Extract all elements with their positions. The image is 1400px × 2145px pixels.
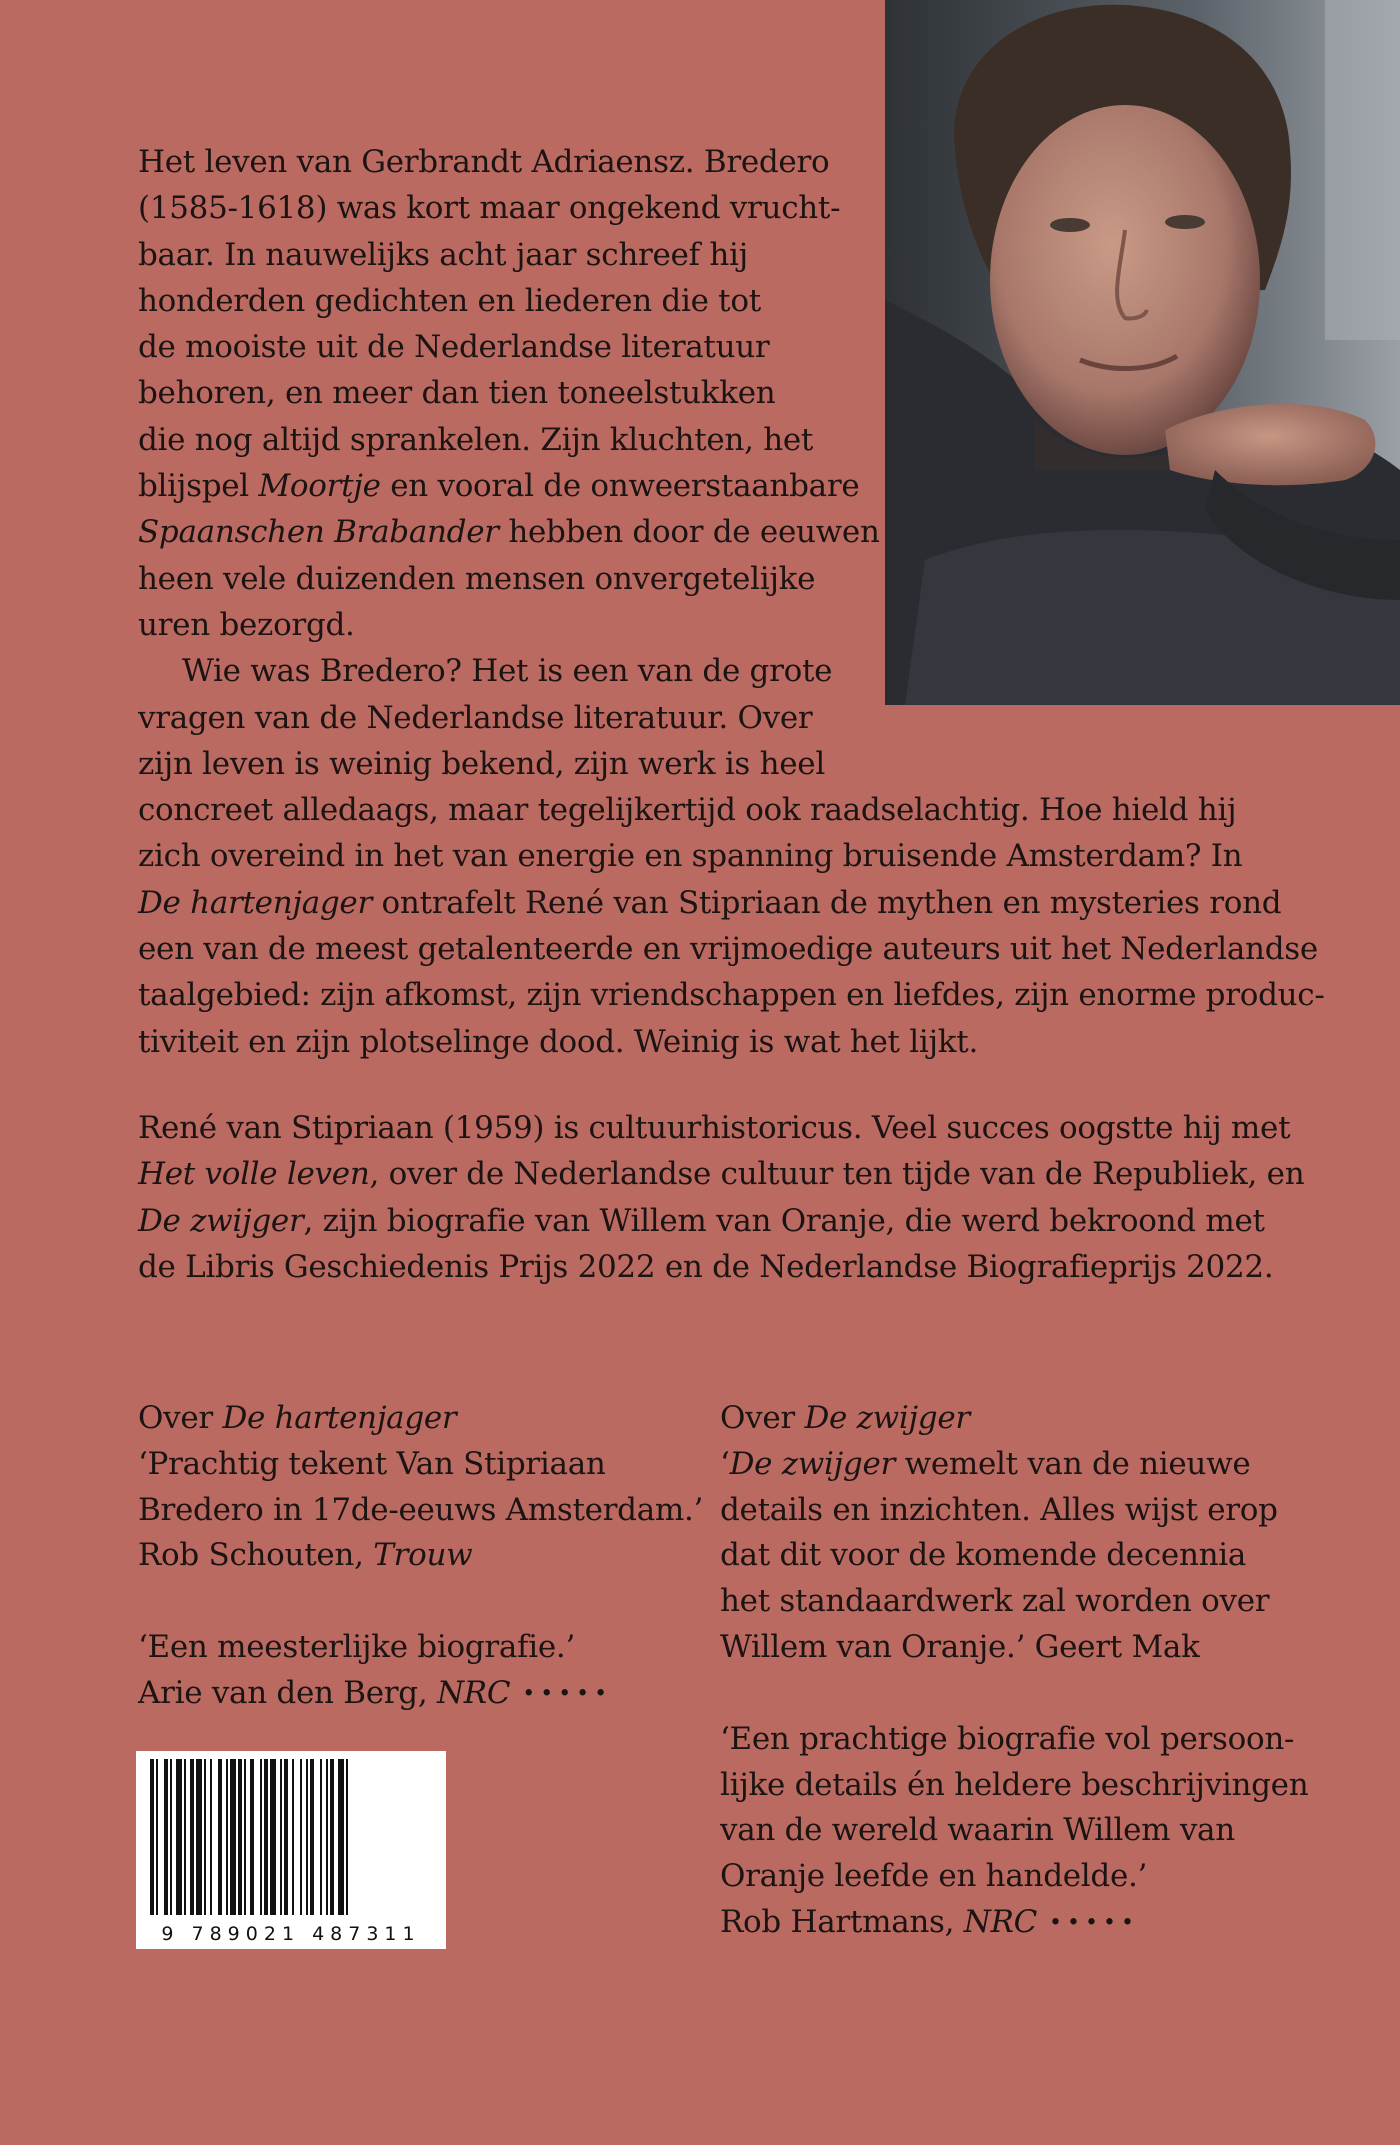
barcode-bar <box>170 1759 172 1915</box>
text-span: Over <box>720 1400 805 1436</box>
barcode-bar <box>330 1759 334 1915</box>
text-span: , over de Nederlandse cultuur ten tijde van de Republiek, en <box>369 1156 1305 1193</box>
description-line <box>138 695 1325 741</box>
quotes-hartenjager <box>138 1396 703 1717</box>
barcode-bar <box>300 1759 302 1915</box>
description-line <box>138 1019 1325 1065</box>
text-span: zich overeind in het van energie en spanning bruisende Amsterdam? In <box>138 838 1243 875</box>
review-line <box>720 1488 1308 1534</box>
description-line <box>138 324 1325 370</box>
isbn-number: 9 789021 487311 <box>161 1923 421 1945</box>
description-line <box>138 787 1325 833</box>
barcode-bar <box>260 1759 262 1915</box>
text-span: heen vele duizenden mensen onvergetelijke <box>138 560 816 597</box>
barcode-bar <box>284 1759 288 1915</box>
text-span: baar. In nauwelijks acht jaar schreef hij <box>138 236 748 273</box>
barcode-bar <box>230 1759 236 1915</box>
text-span: Over <box>138 1400 223 1436</box>
review-line <box>720 1900 1308 1946</box>
description-paragraph-1 <box>138 139 1325 648</box>
text-span: zijn leven is weinig bekend, zijn werk is heel <box>138 745 825 782</box>
text-span: details en inzichten. Alles wijst erop <box>720 1491 1278 1528</box>
barcode-bar <box>292 1759 294 1915</box>
italic-title: Moortje <box>258 468 381 505</box>
text-span: tiviteit en zijn plotselinge dood. Weinig is wat het lijkt. <box>138 1023 979 1060</box>
barcode-bar <box>156 1759 158 1915</box>
author-bio <box>138 1105 1304 1290</box>
text-span: Rob Hartmans, <box>720 1903 964 1940</box>
text-span: Arie van den Berg, <box>138 1674 437 1711</box>
barcode-bar <box>244 1759 246 1915</box>
description-line <box>138 278 1325 324</box>
review-quote-block <box>138 1396 703 1579</box>
review-line <box>138 1396 703 1442</box>
review-quote-block <box>720 1396 1308 1671</box>
text-span: en vooral de onweerstaanbare <box>380 468 860 505</box>
description-line <box>138 741 1325 787</box>
description-line <box>138 833 1325 879</box>
description-line <box>138 972 1325 1018</box>
review-line <box>720 1854 1308 1900</box>
text-span: behoren, en meer dan tien toneelstukken <box>138 375 776 412</box>
description-line <box>138 509 1325 555</box>
description-line <box>138 926 1325 972</box>
description-line <box>138 185 1325 231</box>
barcode-bar <box>306 1759 308 1915</box>
text-span: Bredero in 17de-eeuws Amsterdam.’ <box>138 1491 704 1528</box>
barcode-bar <box>164 1759 168 1915</box>
text-span: , zijn biografie van Willem van Oranje, die werd bekroond met <box>303 1202 1265 1239</box>
review-line <box>720 1442 1308 1488</box>
barcode-bar <box>326 1759 328 1915</box>
italic-title: NRC <box>963 1903 1038 1940</box>
barcode-bar <box>346 1759 348 1915</box>
text-span: de mooiste uit de Nederlandse literatuur <box>138 329 770 366</box>
text-span: Willem van Oranje.’ Geert Mak <box>720 1628 1200 1665</box>
italic-title: NRC <box>436 1674 511 1711</box>
barcode-bar <box>226 1759 228 1915</box>
barcode-bar <box>150 1759 154 1915</box>
text-span: ontrafelt René van Stipriaan de mythen en mysteries rond <box>372 884 1282 921</box>
barcode-bar <box>190 1759 194 1915</box>
review-line <box>138 1488 703 1534</box>
italic-title: De hartenjager <box>138 884 372 921</box>
review-line <box>138 1442 703 1488</box>
italic-title: De zwijger <box>138 1202 304 1239</box>
author-bio-line <box>138 1198 1304 1244</box>
text-span: René van Stipriaan (1959) is cultuurhistoricus. Veel succes oogstte hij met <box>138 1110 1291 1146</box>
review-line <box>720 1717 1308 1763</box>
description-line <box>138 880 1325 926</box>
review-line <box>720 1579 1308 1625</box>
quotes-zwijger <box>720 1396 1308 1946</box>
review-line <box>720 1763 1308 1809</box>
barcode-bar <box>210 1759 212 1915</box>
text-span: Wie was Bredero? Het is een van de grote <box>182 653 833 690</box>
description-line <box>138 232 1325 278</box>
barcode-bar <box>176 1759 182 1915</box>
rating-dots: ••••• <box>1037 1910 1139 1936</box>
text-span: het standaardwerk zal worden over <box>720 1583 1270 1620</box>
italic-title: Trouw <box>373 1537 473 1574</box>
text-span: dat dit voor de komende decennia <box>720 1537 1247 1574</box>
description-line <box>138 463 1325 509</box>
barcode-bar <box>218 1759 222 1915</box>
italic-title: De zwijger <box>804 1400 970 1436</box>
text-span: een van de meest getalenteerde en vrijmoedige auteurs uit het Nederlandse <box>138 931 1318 968</box>
barcode-bar <box>280 1759 282 1915</box>
description-line <box>138 139 1325 185</box>
barcode-bar <box>196 1759 202 1915</box>
italic-title: De zwijger <box>729 1445 896 1482</box>
description-paragraph-2 <box>138 648 1325 1065</box>
review-line <box>138 1625 703 1671</box>
text-span: honderden gedichten en liederen die tot <box>138 282 761 319</box>
barcode-bar <box>250 1759 254 1915</box>
description-line <box>138 417 1325 463</box>
review-quote-block <box>720 1717 1308 1947</box>
text-span: ‘Prachtig tekent Van Stipriaan <box>138 1445 606 1482</box>
description-line <box>138 370 1325 416</box>
description-line <box>138 648 1325 694</box>
review-line <box>138 1671 703 1717</box>
barcode-bar <box>238 1759 242 1915</box>
text-span: die nog altijd sprankelen. Zijn kluchten, het <box>138 421 814 458</box>
barcode-bar <box>338 1759 344 1915</box>
italic-title: De hartenjager <box>222 1400 457 1436</box>
text-span: Oranje leefde en handelde.’ <box>720 1858 1148 1895</box>
italic-title: Het volle leven <box>138 1156 370 1193</box>
book-description <box>138 139 1325 1065</box>
italic-title: Spaanschen Brabander <box>138 514 499 551</box>
author-bio-line <box>138 1244 1304 1290</box>
barcode-bar <box>204 1759 206 1915</box>
author-bio-line <box>138 1105 1304 1151</box>
text-span: de Libris Geschiedenis Prijs 2022 en de Nederlandse Biografieprijs 2022. <box>138 1248 1274 1285</box>
text-span: ‘Een meesterlijke biografie.’ <box>138 1629 576 1666</box>
text-span: ‘ <box>720 1445 730 1482</box>
text-span: ‘Een prachtige biografie vol persoon- <box>720 1720 1295 1757</box>
rating-dots: ••••• <box>510 1681 613 1707</box>
barcode-bar <box>320 1759 322 1915</box>
text-span: Rob Schouten, <box>138 1537 374 1574</box>
review-line <box>138 1533 703 1579</box>
review-line <box>720 1808 1308 1854</box>
text-span: wemelt van de nieuwe <box>895 1445 1251 1482</box>
barcode-bar <box>270 1759 276 1915</box>
author-bio-line <box>138 1151 1304 1197</box>
description-line <box>138 556 1325 602</box>
review-line <box>720 1533 1308 1579</box>
review-quote-block <box>138 1625 703 1717</box>
review-line <box>720 1396 1308 1442</box>
text-span: taalgebied: zijn afkomst, zijn vriendschappen en liefdes, zijn enorme produc- <box>138 977 1325 1014</box>
barcode-bar <box>264 1759 268 1915</box>
text-span: concreet alledaags, maar tegelijkertijd ook raadselachtig. Hoe hield hij <box>138 792 1237 829</box>
text-span: uren bezorgd. <box>138 606 355 643</box>
text-span: (1585-1618) was kort maar ongekend vrucht- <box>138 190 841 227</box>
text-span: vragen van de Nederlandse literatuur. Over <box>138 699 813 736</box>
barcode-bar <box>184 1759 186 1915</box>
description-line <box>138 602 1325 648</box>
text-span: hebben door de eeuwen <box>498 514 880 551</box>
text-span: lijke details én heldere beschrijvingen <box>720 1766 1309 1803</box>
review-line <box>720 1625 1308 1671</box>
barcode-bar <box>310 1759 314 1915</box>
text-span: blijspel <box>138 468 259 505</box>
text-span: Het leven van Gerbrandt Adriaensz. Bredero <box>138 144 830 180</box>
isbn-barcode <box>136 1751 446 1949</box>
text-span: van de wereld waarin Willem van <box>720 1812 1235 1849</box>
